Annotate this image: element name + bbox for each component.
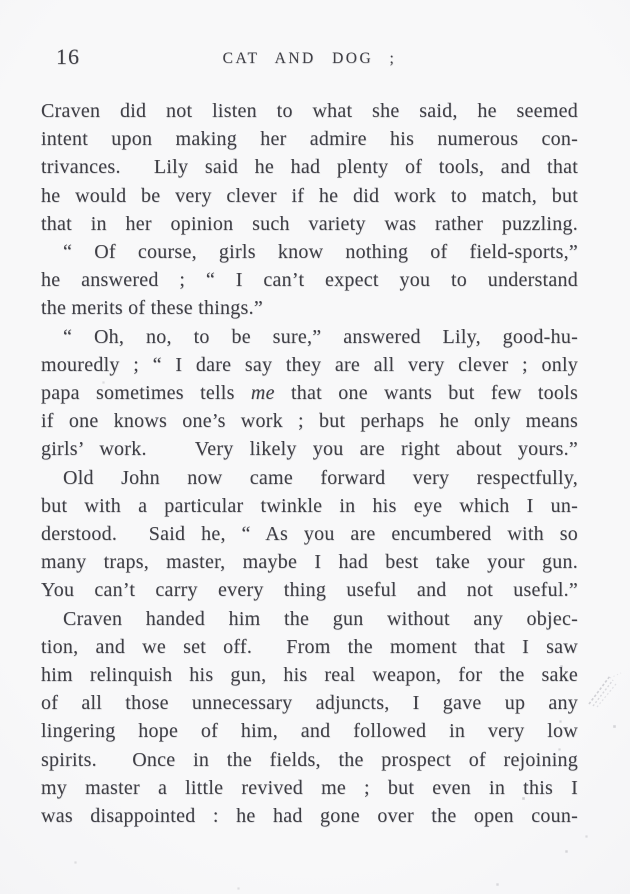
text-line [41, 492, 578, 520]
paragraph [41, 238, 578, 323]
text-line [41, 210, 578, 238]
text-segment: papa sometimes tells [41, 382, 251, 405]
text-line [41, 125, 578, 153]
text-line [41, 661, 578, 689]
text-segment: but with a particular twinkle in his eye which I un- [41, 494, 578, 517]
text-line [41, 238, 578, 266]
text-segment: “ Oh, no, to be sure,” answered Lily, good-hu- [63, 325, 578, 348]
pencil-scribble-mark [586, 664, 624, 710]
text-segment: intent upon making her admire his numerous con- [41, 128, 578, 151]
paragraph [41, 97, 578, 238]
text-line [41, 435, 578, 463]
text-segment: Craven handed him the gun without any objec- [63, 607, 578, 630]
text-segment: Craven did not listen to what she said, he seemed [41, 100, 578, 122]
scan-specks [0, 0, 1, 1]
text-line [41, 633, 578, 661]
text-block [41, 97, 578, 830]
text-line [41, 182, 578, 210]
text-segment: trivances. Lily said he had plenty of tools, and that [41, 156, 578, 179]
text-segment: he answered ; “ I can’t expect you to understand [41, 269, 578, 292]
text-segment: of all those unnecessary adjuncts, I gave up any [41, 692, 578, 715]
text-line [41, 323, 578, 351]
text-segment: Old John now came forward very respectfully, [63, 466, 578, 489]
text-segment: “ Of course, girls know nothing of field-sports,” [63, 241, 578, 264]
text-segment: my master a little revived me ; but even in this I [41, 776, 578, 799]
running-title: CAT AND DOG ; [222, 50, 397, 67]
text-segment: You can’t carry every thing useful and not useful.” [41, 579, 578, 602]
text-segment: the merits of these things.” [41, 297, 263, 320]
text-segment: mouredly ; “ I dare say they are all very clever ; only [41, 353, 578, 376]
text-segment: was disappointed : he had gone over the open coun- [41, 805, 578, 828]
paragraph [41, 323, 578, 464]
italic-word: me [250, 382, 275, 405]
text-segment: that in her opinion such variety was rather puzzling. [41, 212, 578, 235]
text-line [41, 407, 578, 435]
text-line [41, 802, 578, 830]
text-line [41, 576, 578, 604]
text-segment: if one knows one’s work ; but perhaps he only means [41, 410, 578, 433]
text-segment: spirits. Once in the fields, the prospect of rejoining [41, 748, 578, 771]
text-segment: him relinquish his gun, his real weapon, for the sake [41, 664, 578, 687]
text-line [41, 717, 578, 745]
text-segment: many traps, master, maybe I had best take your gun. [41, 551, 578, 574]
text-segment: that one wants but few tools [274, 382, 578, 405]
page-number: 16 [56, 44, 80, 69]
text-line [41, 548, 578, 576]
text-line [41, 294, 578, 322]
text-line [41, 379, 578, 407]
text-line [41, 464, 578, 492]
paragraph [41, 605, 578, 831]
text-line [41, 97, 578, 125]
text-segment: derstood. Said he, “ As you are encumbered with so [41, 523, 578, 546]
text-line [41, 520, 578, 548]
text-line [41, 689, 578, 717]
text-line [41, 266, 578, 294]
text-line [41, 351, 578, 379]
text-segment: lingering hope of him, and followed in very low [41, 720, 578, 743]
text-line [41, 153, 578, 181]
text-segment: girls’ work. Very likely you are right about yours.” [41, 438, 578, 461]
text-line [41, 746, 578, 774]
text-segment: tion, and we set off. From the moment that I saw [41, 635, 578, 658]
text-line [41, 605, 578, 633]
paragraph [41, 464, 578, 605]
text-segment: he would be very clever if he did work to match, but [41, 184, 578, 207]
text-line [41, 774, 578, 802]
